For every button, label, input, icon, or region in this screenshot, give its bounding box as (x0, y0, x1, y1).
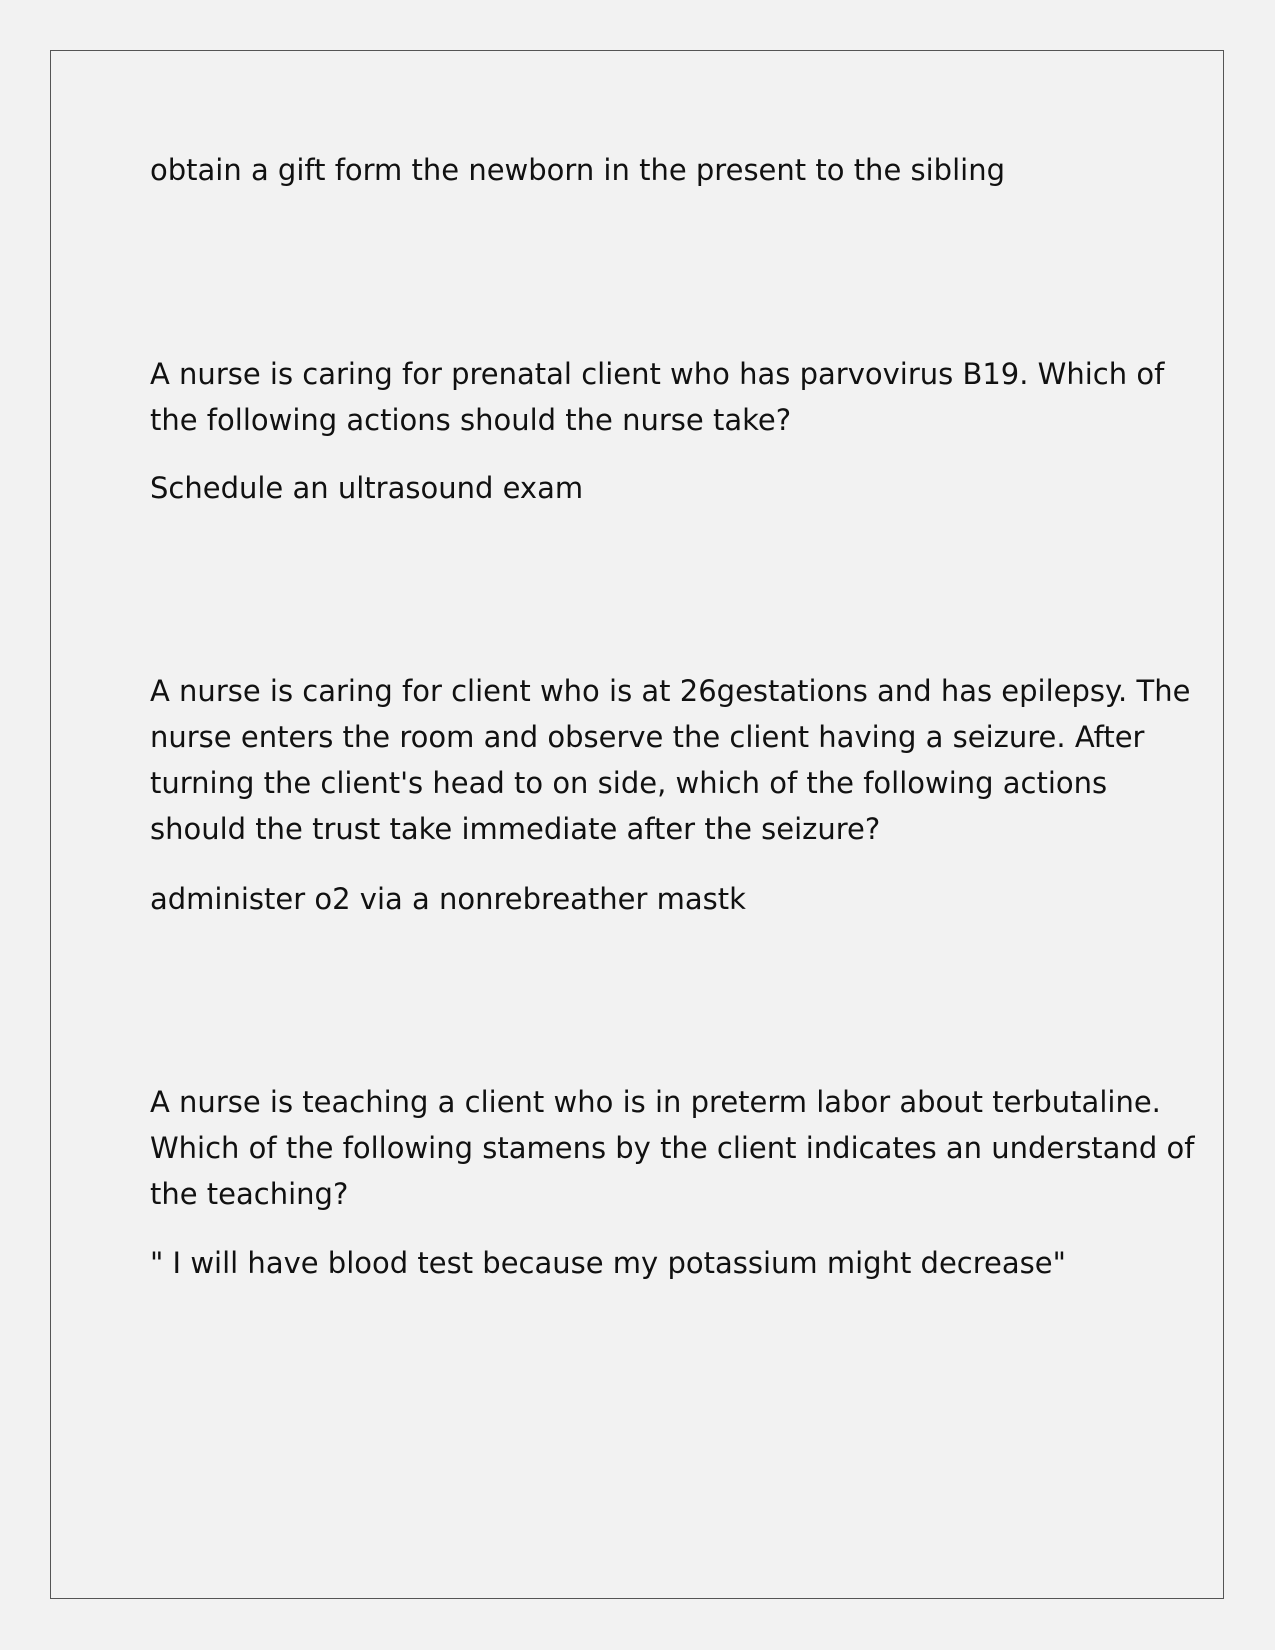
answer-2: Schedule an ultrasound exam (150, 471, 584, 505)
question-3-line-1: A nurse is caring for client who is at 26gestations and has epilepsy. The (150, 674, 1191, 708)
question-3-line-3: turning the client's head to on side, which of the following actions (150, 766, 1108, 800)
question-2-line-1: A nurse is caring for prenatal client who has parvovirus B19. Which of (150, 357, 1165, 391)
question-4-line-3: the teaching? (150, 1177, 349, 1211)
answer-3: administer o2 via a nonrebreather mastk (150, 882, 746, 916)
question-3 (150, 668, 1191, 852)
question-2-line-2: the following actions should the nurse take? (150, 403, 792, 437)
question-3-line-4: should the trust take immediate after the seizure? (150, 812, 881, 846)
question-4-line-1: A nurse is teaching a client who is in preterm labor about terbutaline. (150, 1085, 1161, 1119)
question-3-line-2: nurse enters the room and observe the client having a seizure. After (150, 720, 1145, 754)
question-4 (150, 1079, 1195, 1217)
question-4-line-2: Which of the following stamens by the client indicates an understand of (150, 1131, 1195, 1165)
answer-4: " I will have blood test because my potassium might decrease" (150, 1246, 1066, 1280)
question-2 (150, 351, 1165, 443)
answer-1: obtain a gift form the newborn in the present to the sibling (150, 153, 1005, 187)
